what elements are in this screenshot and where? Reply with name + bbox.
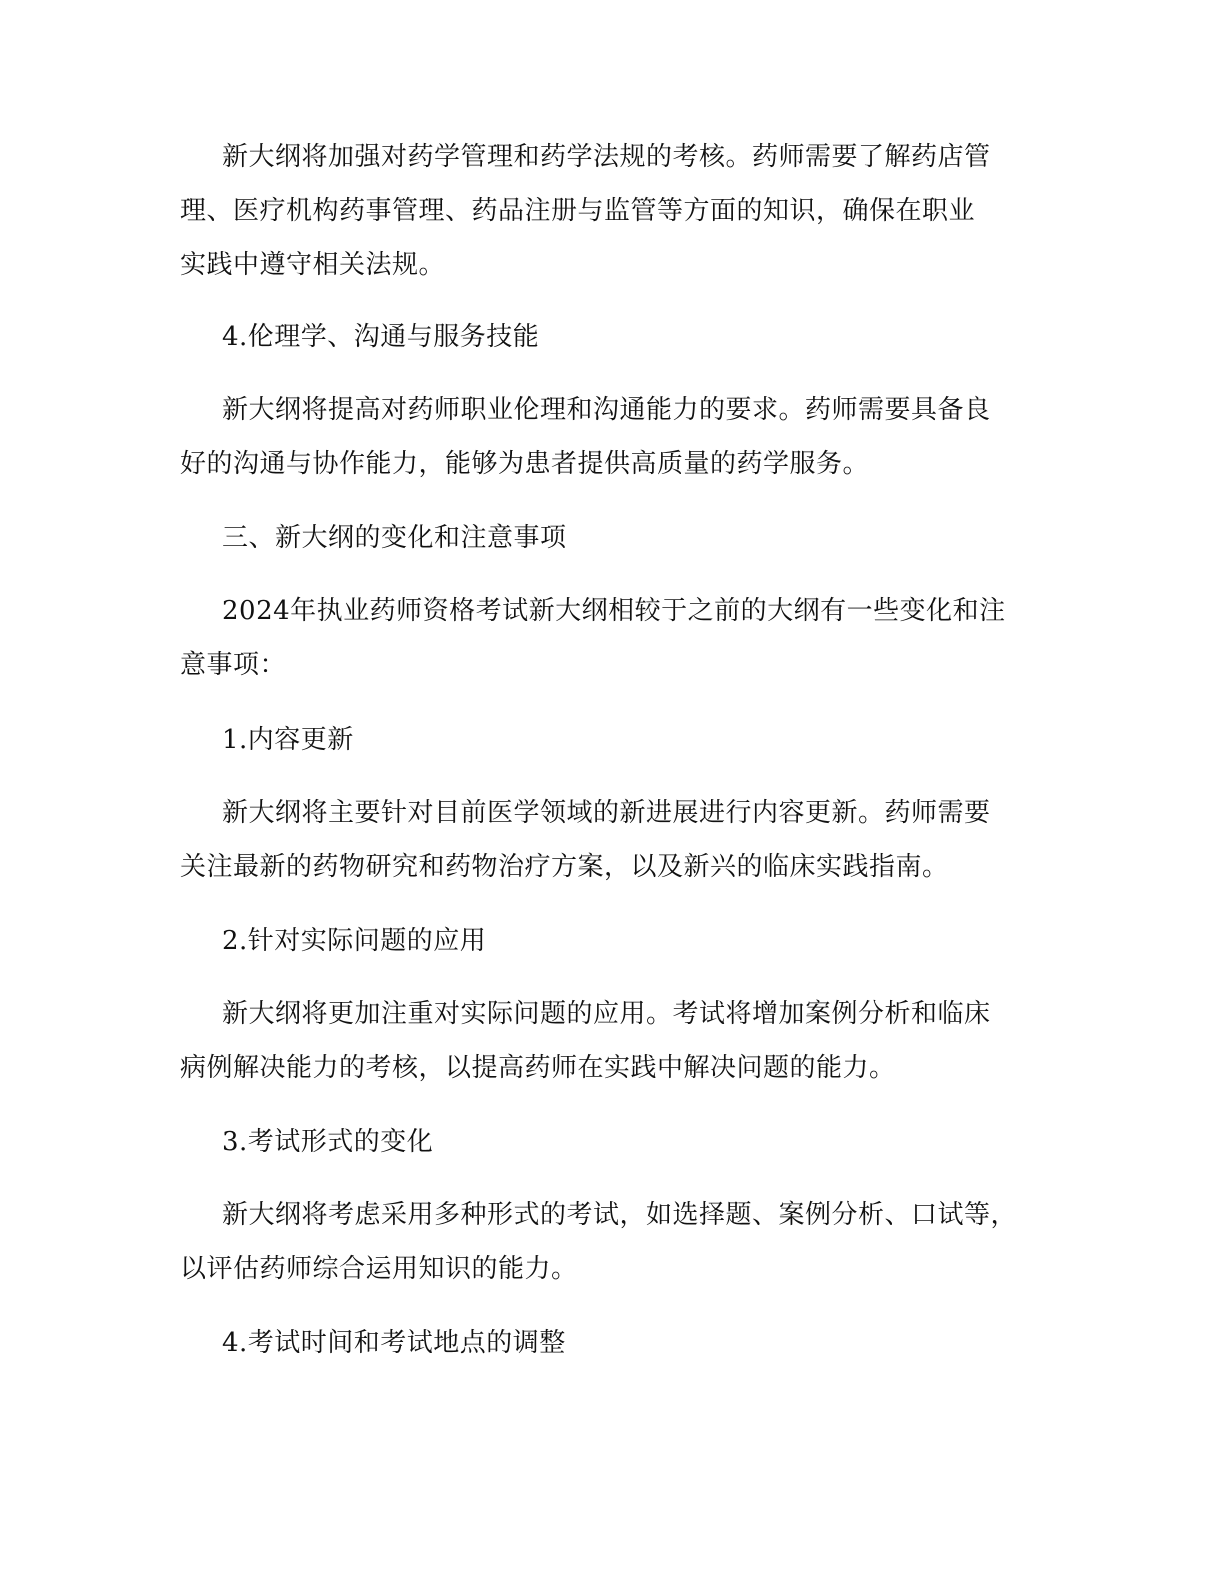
heading-practical-application: 2.针对实际问题的应用: [222, 926, 487, 956]
paragraph-pharmacy-regulation: 新大纲将加强对药学管理和药学法规的考核。药师需要了解药店管 理、医疗机构药事管理、药品注册与监管等方面的知识，确保在职业 实践中遵守相关法规。: [180, 142, 991, 280]
paragraph-content-update: 新大纲将主要针对目前医学领域的新进展进行内容更新。药师需要 关注最新的药物研究和药物治疗方案，以及新兴的临床实践指南。: [180, 798, 991, 882]
heading-content-update: 1.内容更新: [222, 725, 354, 755]
paragraph-exam-format: 新大纲将考虑采用多种形式的考试，如选择题、案例分析、口试等， 以评估药师综合运用知识的能力。: [180, 1200, 1018, 1284]
paragraph-changes-intro: 2024年执业药师资格考试新大纲相较于之前的大纲有一些变化和注 意事项：: [180, 596, 1006, 680]
heading-exam-format: 3.考试形式的变化: [222, 1127, 434, 1157]
paragraph-practical-application: 新大纲将更加注重对实际问题的应用。考试将增加案例分析和临床 病例解决能力的考核，以提高药师在实践中解决问题的能力。: [180, 999, 991, 1083]
section-heading-changes: 三、新大纲的变化和注意事项: [222, 523, 567, 553]
paragraph-ethics-communication: 新大纲将提高对药师职业伦理和沟通能力的要求。药师需要具备良 好的沟通与协作能力，能够为患者提供高质量的药学服务。: [180, 395, 991, 479]
heading-ethics-communication: 4.伦理学、沟通与服务技能: [222, 322, 540, 352]
heading-exam-time-location: 4.考试时间和考试地点的调整: [222, 1328, 566, 1358]
